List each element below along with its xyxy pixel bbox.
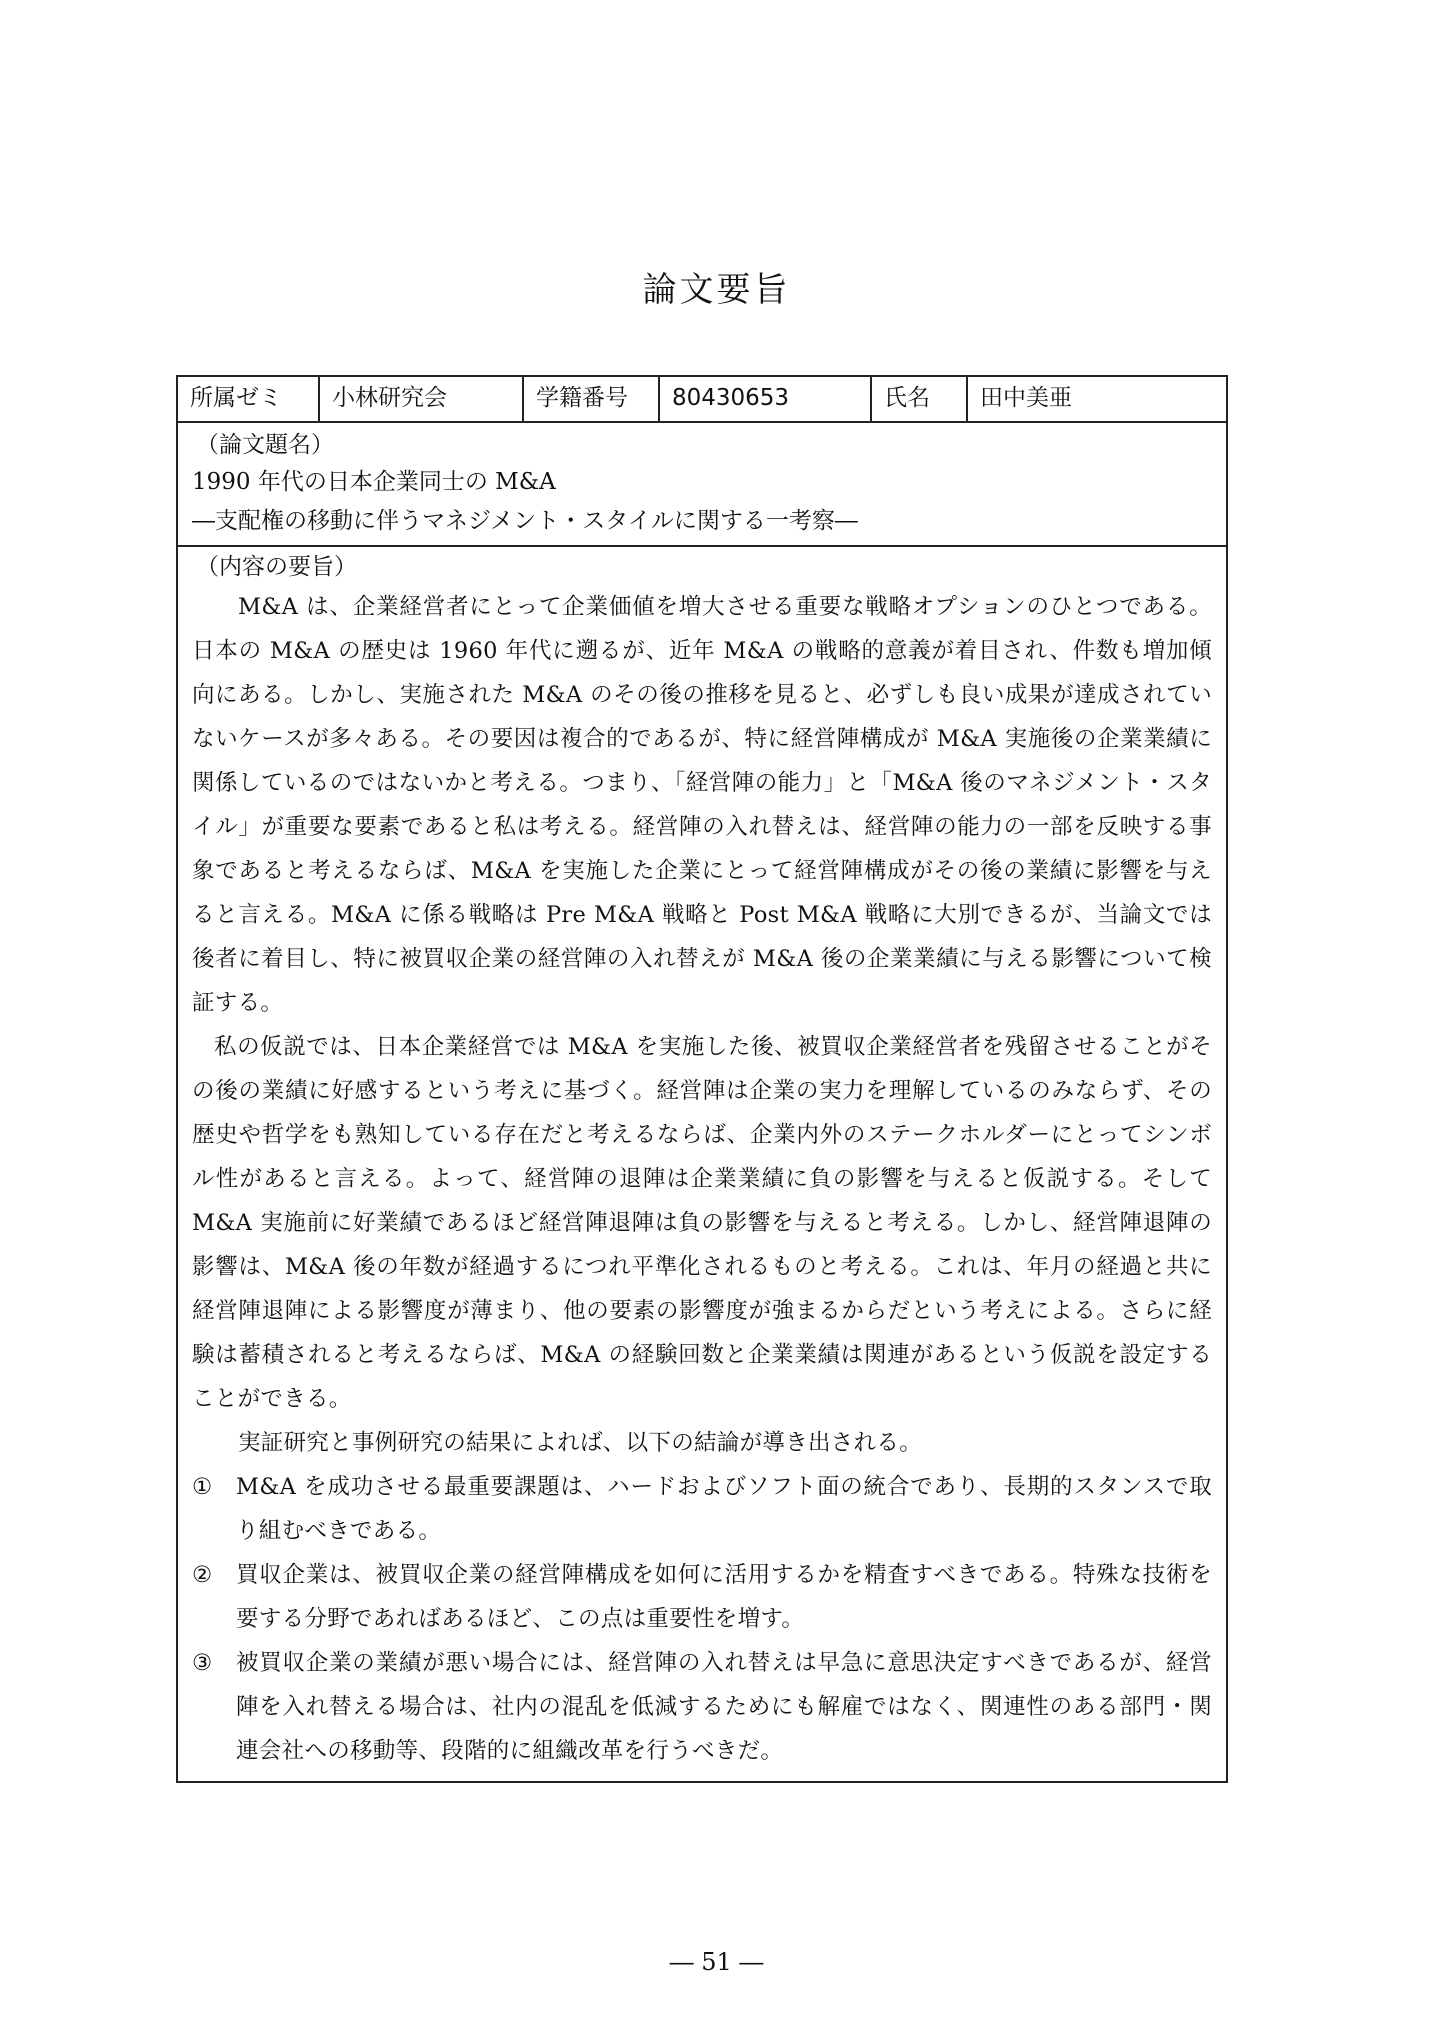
name-label: 氏名 xyxy=(872,377,968,421)
info-row xyxy=(178,377,1226,423)
conclusion-item xyxy=(192,1465,1212,1553)
seminar-value: 小林研究会 xyxy=(320,377,524,421)
abstract-paragraph: M&A は、企業経営者にとって企業価値を増大させる重要な戦略オプションのひとつである。日本の M&A の歴史は 1960 年代に遡るが、近年 M&A の戦略的意義が着目され、件数も増加傾向にある。しかし、実施された M&A のその後の推移を見ると、必ずしも良い成果が達成されていないケースが多々ある。その要因は複合的であるが、特に経営陣構成が M&A 実施後の企業業績に関係しているのではないかと考える。つまり、「経営陣の能力」と「M&A 後のマネジメント・スタイル」が重要な要素であると私は考える。経営陣の入れ替えは、経営陣の能力の一部を反映する事象であると考えるならば、M&A を実施した企業にとって経営陣構成がその後の業績に影響を与えると言える。M&A に係る戦略は Pre M&A 戦略と Post M&A 戦略に大別できるが、当論文では後者に着目し、特に被買収企業の経営陣の入れ替えが M&A 後の企業業績に与える影響について検証する。 xyxy=(192,594,1212,1016)
abstract-block xyxy=(178,547,1226,1781)
conclusion-item xyxy=(192,1641,1212,1773)
abstract-form xyxy=(176,375,1228,1783)
conclusion-number: ② xyxy=(192,1562,213,1588)
page-number: ― 51 ― xyxy=(669,1948,764,1976)
thesis-title-block xyxy=(178,423,1226,547)
abstract-label: （内容の要旨） xyxy=(196,554,357,580)
abstract-paragraph: 私の仮説では、日本企業経営では M&A を実施した後、被買収企業経営者を残留させることがその後の業績に好感するという考えに基づく。経営陣は企業の実力を理解しているのみならず、その歴史や哲学をも熟知している存在だと考えるならば、企業内外のステークホルダーにとってシンボル性があると言える。よって、経営陣の退陣は企業業績に負の影響を与えると仮説する。そして M&A 実施前に好業績であるほど経営陣退陣は負の影響を与えると考える。しかし、経営陣退陣の影響は、M&A 後の年数が経過するにつれ平準化されるものと考える。これは、年月の経過と共に経営陣退陣による影響度が薄まり、他の要素の影響度が強まるからだという考えによる。さらに経験は蓄積されると考えるならば、M&A の経験回数と企業業績は関連があるという仮説を設定することができる。 xyxy=(192,1034,1212,1412)
page-heading: 論文要旨 xyxy=(642,270,791,310)
seminar-label: 所属ゼミ xyxy=(178,377,320,421)
abstract-paragraph: 実証研究と事例研究の結果によれば、以下の結論が導き出される。 xyxy=(238,1430,923,1456)
conclusion-item xyxy=(192,1553,1212,1641)
name-value: 田中美亜 xyxy=(980,385,1072,411)
student-id-value: 80430653 xyxy=(660,377,872,421)
conclusion-text: 被買収企業の業績が悪い場合には、経営陣の入れ替えは早急に意思決定すべきであるが、経営陣を入れ替える場合は、社内の混乱を低減するためにも解雇ではなく、関連性のある部門・関連会社への移動等、段階的に組織改革を行うべきだ。 xyxy=(236,1650,1212,1764)
student-id-label: 学籍番号 xyxy=(524,377,660,421)
thesis-title-label: （論文題名） xyxy=(196,432,334,458)
conclusion-number: ① xyxy=(192,1474,213,1500)
conclusion-text: M&A を成功させる最重要課題は、ハードおよびソフト面の統合であり、長期的スタンスで取り組むべきである。 xyxy=(236,1474,1212,1544)
thesis-title: 1990 年代の日本企業同士の M&A xyxy=(192,469,556,495)
conclusion-number: ③ xyxy=(192,1650,213,1676)
conclusion-text: 買収企業は、被買収企業の経営陣構成を如何に活用するかを精査すべきである。特殊な技術を要する分野であればあるほど、この点は重要性を増す。 xyxy=(236,1562,1212,1632)
thesis-subtitle: ―支配権の移動に伴うマネジメント・スタイルに関する一考察― xyxy=(192,508,858,534)
